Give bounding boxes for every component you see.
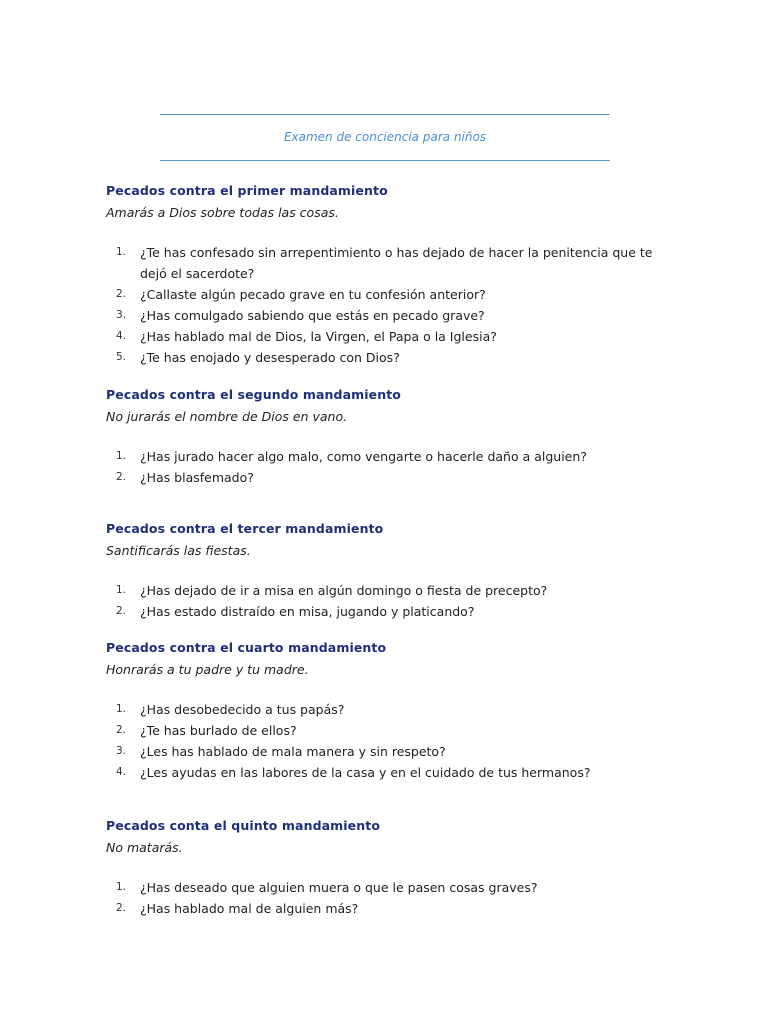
question-list [106,877,706,919]
section-heading: Pecados contra el segundo mandamiento [106,387,401,402]
question-list [106,446,706,488]
list-item: 3. ¿Has comulgado sabiendo que estás en pecado grave? [116,308,485,323]
section-subtitle: Santificarás las fiestas. [106,543,251,558]
section-fourth-commandment [106,637,706,783]
list-item: 1. ¿Has jurado hacer algo malo, como vengarte o hacerle daño a alguien? [116,449,587,464]
section-heading: Pecados contra el primer mandamiento [106,183,388,198]
section-third-commandment [106,518,706,622]
list-item: 2. ¿Te has burlado de ellos? [116,723,297,738]
list-item: 2. ¿Has blasfemado? [116,470,254,485]
question-list [106,699,706,783]
document-title: Examen de conciencia para niños [283,130,487,144]
title-block [160,114,610,161]
list-item: 1. ¿Te has confesado sin arrepentimiento o has dejado de hacer la penitencia que te dejó el sacerdote? [116,245,653,281]
list-item: 5. ¿Te has enojado y desesperado con Dios? [116,350,400,365]
section-subtitle: No jurarás el nombre de Dios en vano. [106,409,348,424]
section-subtitle: No matarás. [106,840,183,855]
list-item: 1. ¿Has dejado de ir a misa en algún domingo o fiesta de precepto? [116,583,548,598]
list-item: 3. ¿Les has hablado de mala manera y sin respeto? [116,744,446,759]
list-item: 1. ¿Has deseado que alguien muera o que le pasen cosas graves? [116,880,538,895]
section-heading: Pecados contra el tercer mandamiento [106,521,384,536]
list-item: 2. ¿Has estado distraído en misa, jugando y platicando? [116,604,475,619]
section-heading: Pecados conta el quinto mandamiento [106,818,381,833]
question-list [106,242,706,368]
list-item: 1. ¿Has desobedecido a tus papás? [116,702,345,717]
list-item: 4. ¿Has hablado mal de Dios, la Virgen, el Papa o la Iglesia? [116,329,497,344]
title-bottom-rule [160,160,610,161]
list-item: 2. ¿Callaste algún pecado grave en tu confesión anterior? [116,287,486,302]
section-subtitle: Honrarás a tu padre y tu madre. [106,662,309,677]
section-fifth-commandment [106,815,706,919]
section-subtitle: Amarás a Dios sobre todas las cosas. [106,205,339,220]
section-first-commandment [106,180,706,368]
list-item: 4. ¿Les ayudas en las labores de la casa y en el cuidado de tus hermanos? [116,765,591,780]
list-item: 2. ¿Has hablado mal de alguien más? [116,901,359,916]
question-list [106,580,706,622]
section-second-commandment [106,384,706,488]
section-heading: Pecados contra el cuarto mandamiento [106,640,387,655]
